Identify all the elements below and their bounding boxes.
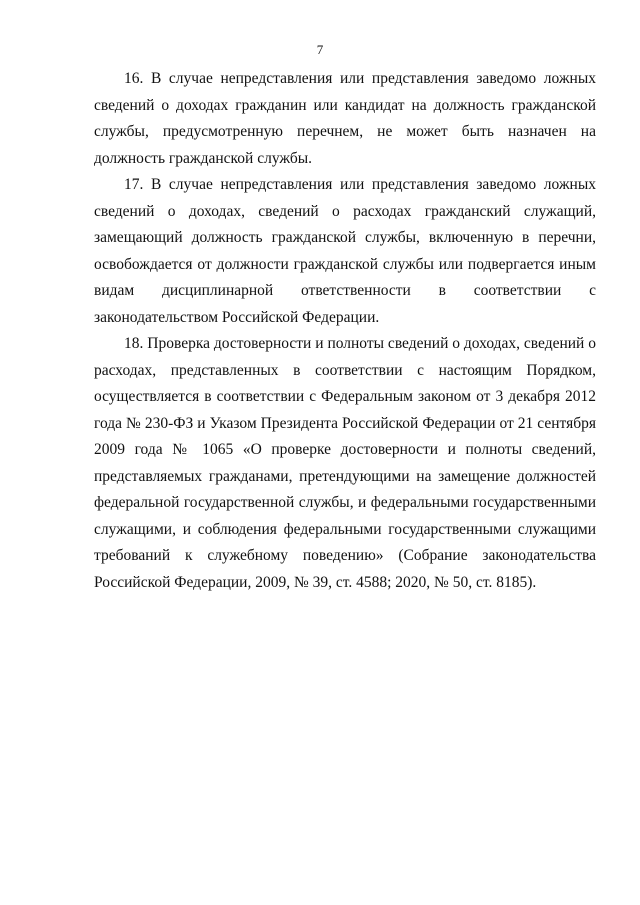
paragraph-17: 17. В случае непредставления или представления заведомо ложных сведений о доходах, сведений о расходах гражданский служащий, замещающий должность гражданской службы, включенную в перечни, освобождается от должности гражданской службы или подвергается иным видам дисциплинарной ответственности в соответствии с законодательством Российской Федерации. (94, 176, 596, 326)
paragraph-18: 18. Проверка достоверности и полноты сведений о доходах, сведений о расходах, представленных в соответствии с настоящим Порядком, осуществляется в соответствии с Федеральным законом от 3 декабря 2012 года № 230-ФЗ и Указом Президента Российской Федерации от 21 сентября 2009 года № 1065 «О проверке достоверности и полноты сведений, представляемых гражданами, претендующими на замещение должностей федеральной государственной службы, и федеральными государственными служащими, и соблюдения федеральными государственными служащими требований к служебному поведению» (Собрание законодательства Российской Федерации, 2009, № 39, ст. 4588; 2020, № 50, ст. 8185). (94, 335, 596, 591)
paragraph-16: 16. В случае непредставления или представления заведомо ложных сведений о доходах гражданин или кандидат на должность гражданской службы, предусмотренную перечнем, не может быть назначен на должность гражданской службы. (94, 70, 596, 167)
page-number: 7 (316, 42, 324, 57)
document-body (94, 66, 596, 596)
